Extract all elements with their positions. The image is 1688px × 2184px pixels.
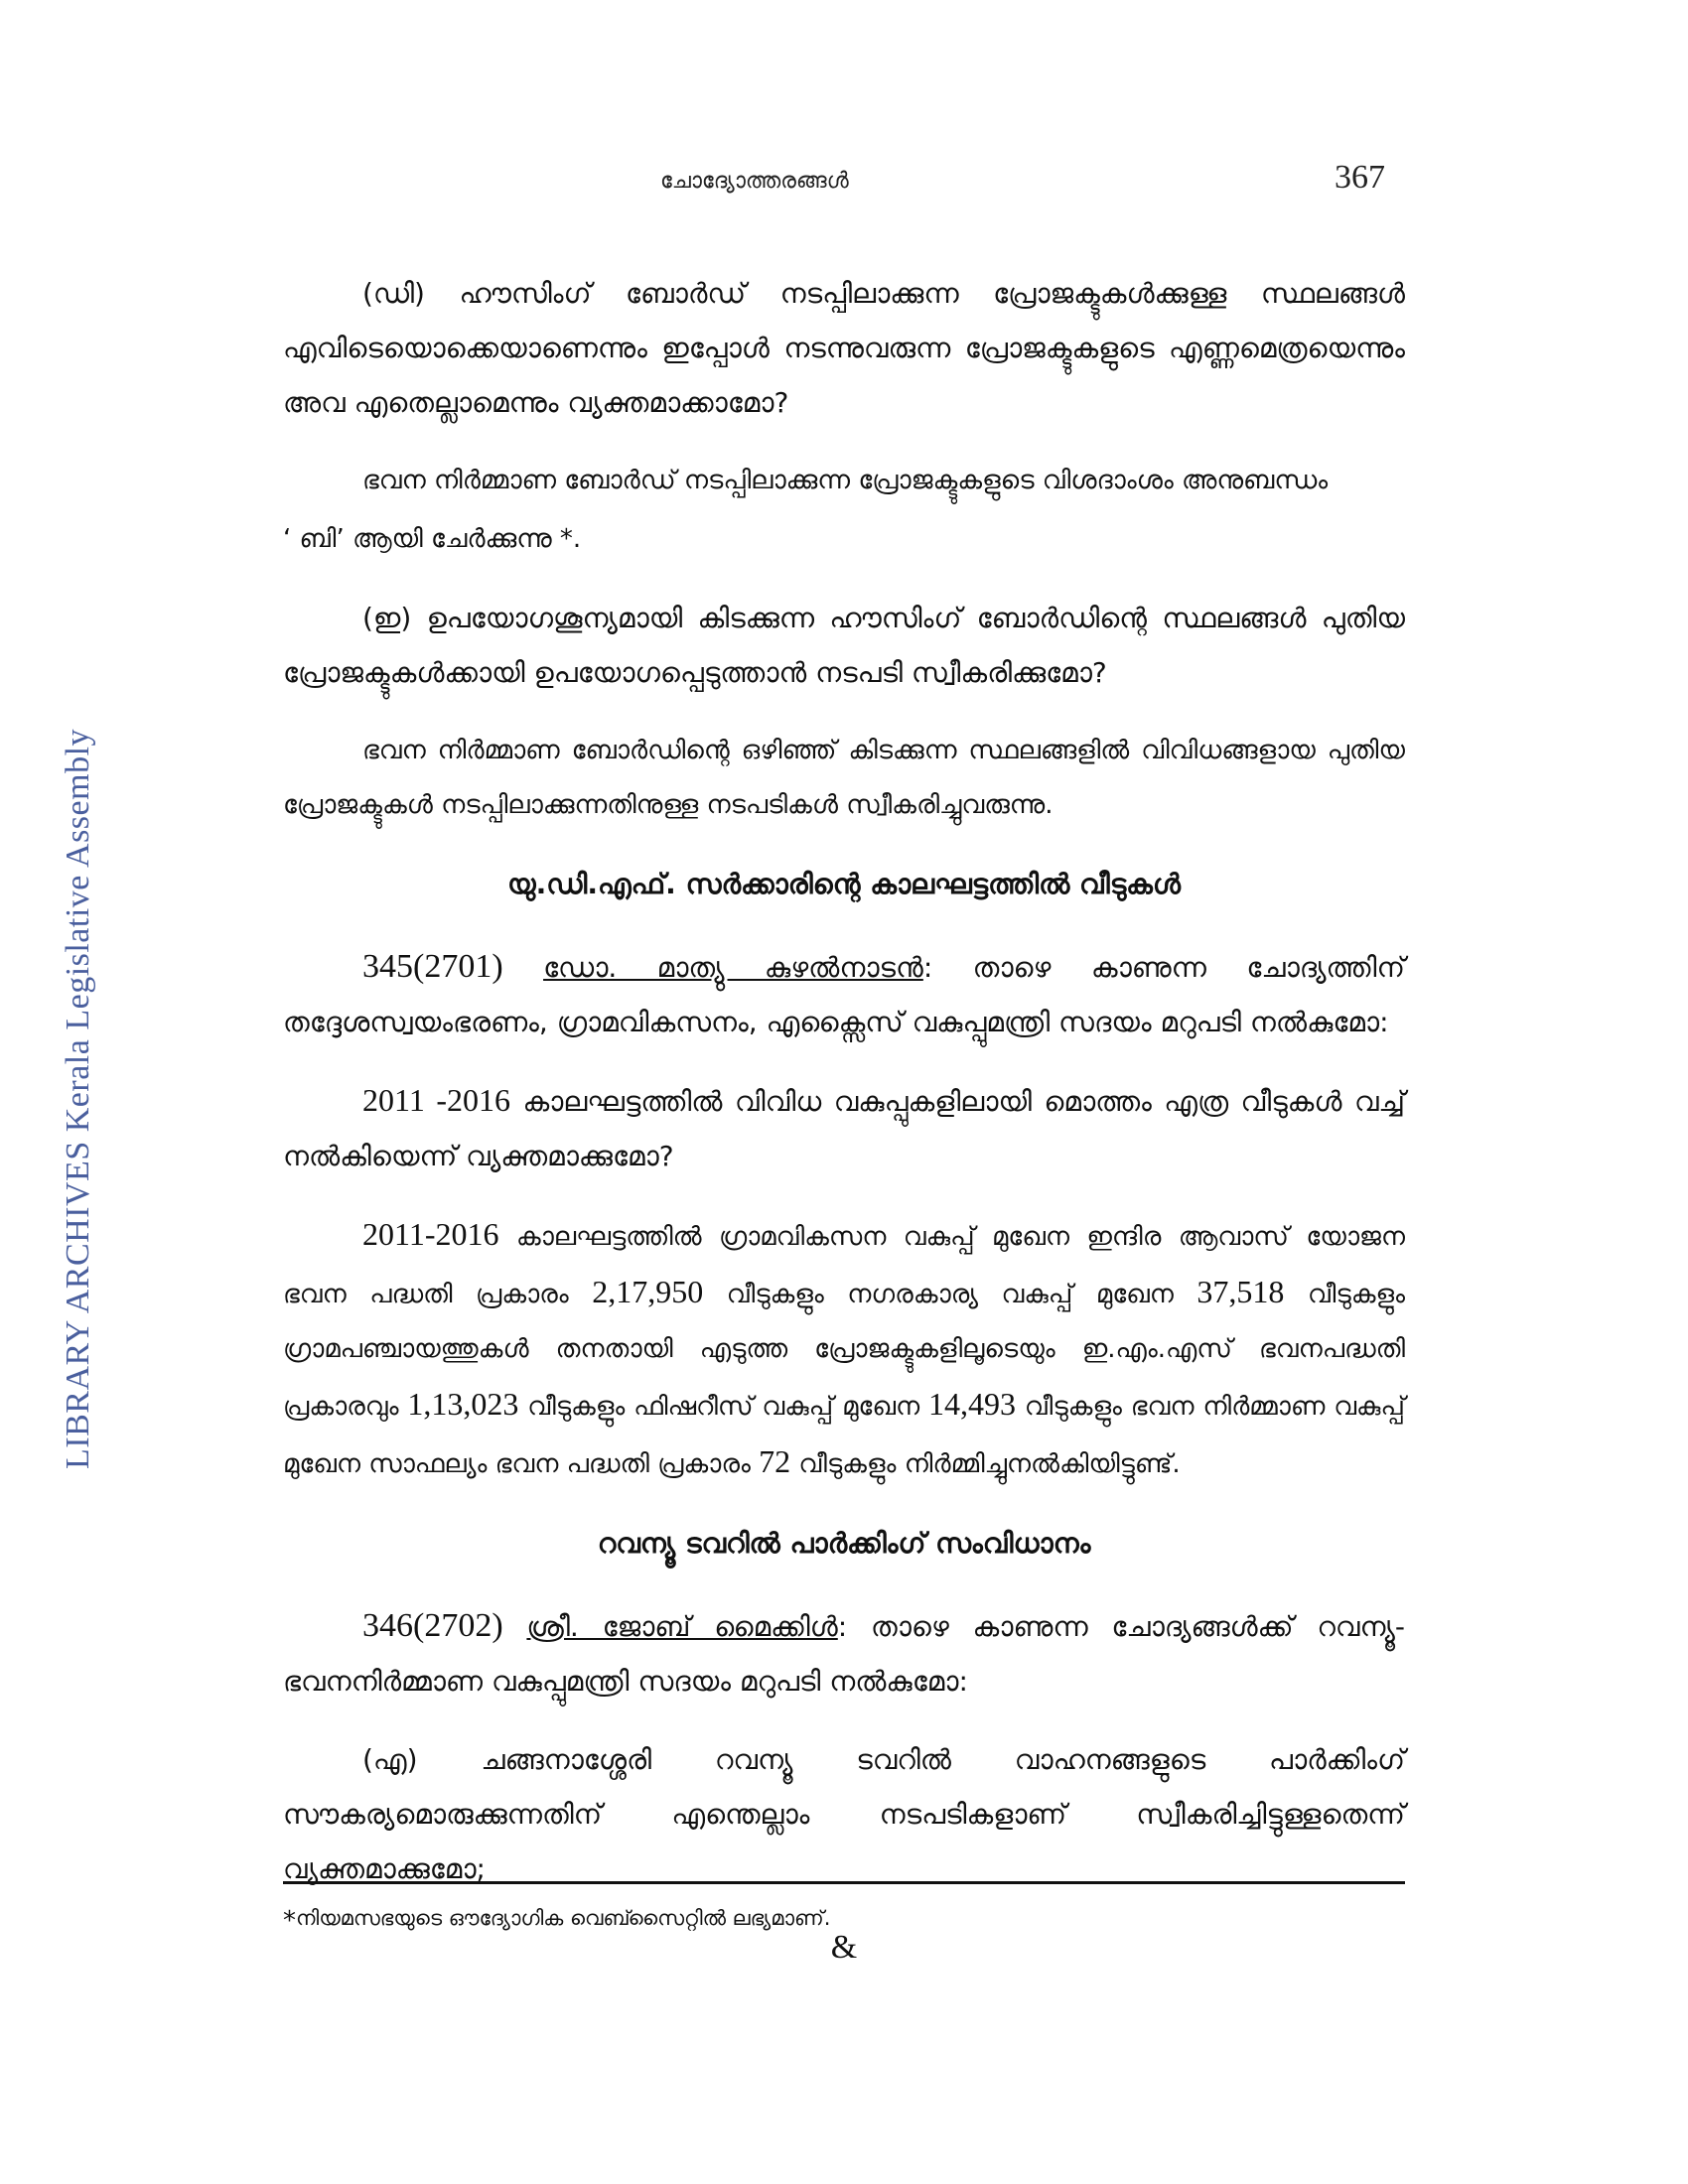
house-count: 1,13,023 [407, 1386, 519, 1422]
answer-345 [283, 1207, 1405, 1492]
footnote [283, 1906, 830, 1936]
question-text: കാലഘട്ടത്തിൽ വിവിധ വകുപ്പുകളിലായി മൊത്തം എത്ര വീടുകൾ വച്ച് നൽകിയെന്ന് വ്യക്തമാക്കുമോ? [283, 1085, 1405, 1172]
footnote-divider [283, 1881, 1405, 1884]
page-body [283, 266, 1405, 1975]
member-name: ഡോ. മാത്യു കുഴൽനാടൻ [543, 951, 923, 984]
question-346-intro [283, 1598, 1405, 1708]
house-count: 2,17,950 [592, 1274, 704, 1309]
question-345 [283, 1073, 1405, 1183]
question-intro-text: : താഴെ കാണുന്ന ചോദ്യങ്ങൾക്ക് റവന്യൂ-ഭവനനിർമ്മാണ വകുപ്പുമന്ത്രി സദയം മറുപടി നൽകുമോ: [283, 1610, 1405, 1698]
year-range: 2011 -2016 [362, 1082, 511, 1118]
question-345-intro [283, 939, 1405, 1049]
question-d: (ഡി) ഹൗസിംഗ് ബോർഡ് നടപ്പിലാക്കുന്ന പ്രോജക്ടുകൾക്കുള്ള സ്ഥലങ്ങൾ എവിടെയൊക്കെയാണെന്നും ഇപ്പോൾ നടന്നുവരുന്ന പ്രോജക്ടുകളുടെ എണ്ണമെത്രയെന്നും അവ എതെല്ലാമെന്നും വ്യക്തമാക്കാമോ? [283, 277, 1405, 419]
answer-text: വീടുകളും നിർമ്മിച്ചുനൽകിയിട്ടുണ്ട്. [790, 1449, 1181, 1479]
answer-text: വീടുകളും നഗരകാര്യ വകുപ്പ് മുഖേന [703, 1280, 1197, 1309]
house-count: 72 [759, 1443, 791, 1479]
archive-watermark: LIBRARY ARCHIVES Kerala Legislative Assembly [60, 728, 96, 1469]
house-count: 14,493 [927, 1386, 1016, 1422]
footnote-text: നിയമസഭയുടെ ഔദ്യോഗിക വെബ്സൈറ്റിൽ ലഭ്യമാണ്. [296, 1906, 831, 1930]
answer-e: ഭവന നിർമ്മാണ ബോർഡിന്റെ ഒഴിഞ്ഞ് കിടക്കുന്ന സ്ഥലങ്ങളിൽ വിവിധങ്ങളായ പുതിയ പ്രോജക്ടുകൾ നടപ്പിലാക്കുന്നതിനുള്ള നടപടികൾ സ്വീകരിച്ചുവരുന്നു. [283, 736, 1405, 820]
question-number: 345(2701) [362, 948, 503, 985]
member-name: ശ്രീ. ജോബ് മൈക്കിൾ [526, 1610, 838, 1643]
question-346-a: (എ) ചങ്ങനാശ്ശേരി റവന്യൂ ടവറിൽ വാഹനങ്ങളുടെ പാർക്കിംഗ് സൗകര്യമൊരുക്കുന്നതിന് എന്തെല്ലാം നടപടികളാണ് സ്വീകരിച്ചിട്ടുള്ളതെന്ന് വ്യക്തമാക്കുമോ; [283, 1743, 1405, 1885]
running-head: ചോദ്യോത്തരങ്ങൾ [660, 169, 849, 194]
answer-text: വീടുകളും ഫിഷറീസ് വകുപ്പ് മുഖേന [518, 1392, 928, 1422]
section-heading-346: റവന്യൂ ടവറിൽ പാർക്കിംഗ് സംവിധാനം [597, 1527, 1091, 1560]
year-range: 2011-2016 [362, 1216, 499, 1252]
question-number: 346(2702) [362, 1607, 503, 1644]
answer-mark: & [830, 1929, 858, 1966]
answer-text: വീടുകളും ഗ്രാമപഞ്ചായത്തുകൾ തനതായി എടുത്ത പ്രോജക്ടുകളിലൂടെയും ഇ.എം.എസ് ഭവനപദ്ധതി പ്രകാരവും [283, 1280, 1405, 1422]
question-intro-text: : താഴെ കാണുന്ന ചോദ്യത്തിന് തദ്ദേശസ്വയംഭരണം, ഗ്രാമവികസനം, എക്സൈസ് വകുപ്പുമന്ത്രി സദയം മറുപടി നൽകുമോ: [283, 951, 1405, 1038]
section-heading-345: യു.ഡി.എഫ്. സർക്കാരിന്റെ കാലഘട്ടത്തിൽ വീടുകൾ [506, 868, 1182, 900]
answer-d-line2: ‘ ബി’ ആയി ചേർക്കുന്നു *. [283, 524, 582, 554]
answer-text: കാലഘട്ടത്തിൽ ഗ്രാമവികസന വകുപ്പ് മുഖേന ഇന്ദിര ആവാസ് യോജന ഭവന പദ്ധതി പ്രകാരം [283, 1222, 1405, 1309]
page-number: 367 [1335, 159, 1385, 196]
house-count: 37,518 [1196, 1274, 1285, 1309]
answer-text: വീടുകളും ഭവന നിർമ്മാണ വകുപ്പ് മുഖേന സാഫല്യം ഭവന പദ്ധതി പ്രകാരം [283, 1392, 1406, 1479]
footnote-mark: * [283, 1906, 296, 1936]
question-e: (ഇ) ഉപയോഗശൂന്യമായി കിടക്കുന്ന ഹൗസിംഗ് ബോർഡിന്റെ സ്ഥലങ്ങൾ പുതിയ പ്രോജക്ടുകൾക്കായി ഉപയോഗപ്പെടുത്താൻ നടപടി സ്വീകരിക്കുമോ? [283, 602, 1405, 689]
answer-d-line1: ഭവന നിർമ്മാണ ബോർഡ് നടപ്പിലാക്കുന്ന പ്രോജക്ടുകളുടെ വിശദാംശം അനുബന്ധം [362, 466, 1329, 495]
